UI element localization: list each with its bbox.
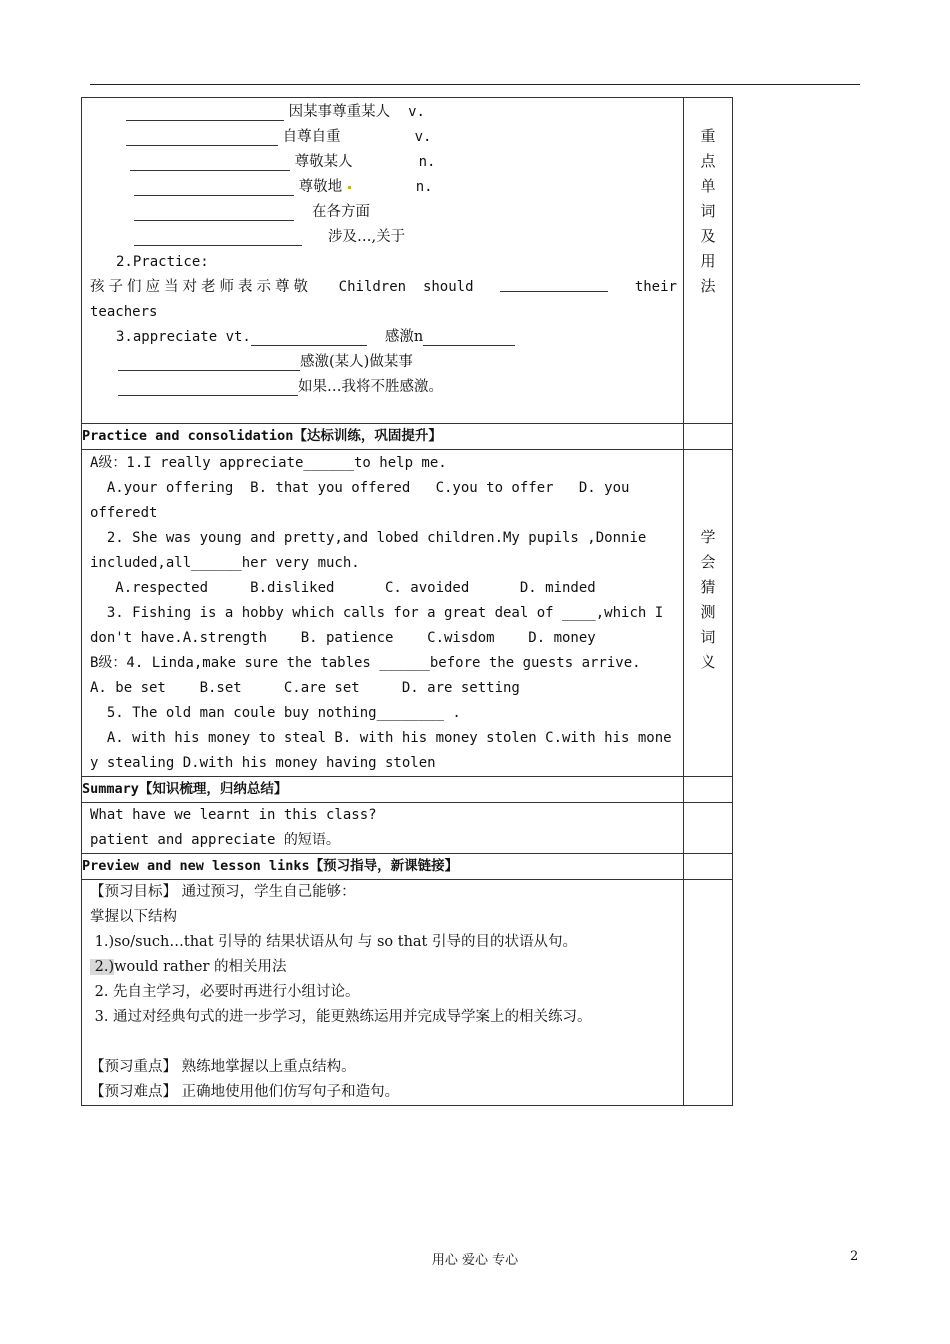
answer-blank[interactable]: [423, 329, 515, 346]
answer-blank[interactable]: [251, 329, 367, 346]
answer-blank[interactable]: [118, 379, 298, 396]
vocab-section: [82, 98, 733, 424]
vocab-pos: v.: [408, 104, 425, 120]
appreciate-label: 3.appreciate vt.: [116, 329, 251, 345]
appreciate-cn: 感激n: [384, 329, 424, 345]
preview-item: 2.)would rather 的相关用法: [90, 959, 287, 975]
question-line: 2. She was young and pretty,and lobed children.My pupils ,Donnie: [90, 530, 647, 546]
appreciate-cn: 如果…我将不胜感激。: [298, 379, 443, 395]
answer-blank[interactable]: [134, 179, 294, 196]
preview-section: [82, 880, 733, 1106]
option-line: don't have.A.strength B. patience C.wisdom D. money: [90, 630, 596, 646]
question-line: B级：4. Linda,make sure the tables ______before the guests arrive.: [90, 655, 641, 671]
vocab-row: [90, 200, 683, 225]
preview-header: Preview and new lesson links【预习指导，新课链接】: [82, 854, 684, 880]
preview-difficulty: 【预习难点】 正确地使用他们仿写句子和造句。: [90, 1084, 400, 1100]
mark-dot: [348, 186, 351, 189]
question-line: 3. Fishing is a hobby which calls for a great deal of ____,which I: [90, 605, 664, 621]
highlight: 2.): [90, 959, 115, 975]
answer-blank[interactable]: [118, 354, 300, 371]
vocab-cn: 涉及…,关于: [328, 229, 406, 245]
question-line: included,all______her very much.: [90, 555, 360, 571]
vocab-pos: n.: [418, 154, 436, 170]
option-line: A. with his money to steal B. with his money stolen C.with his mone: [90, 730, 672, 746]
appreciate-row: [90, 325, 683, 350]
summary-header: Summary【知识梳理，归纳总结】: [82, 777, 684, 803]
preview-goal: 【预习目标】 通过预习，学生自己能够：: [90, 884, 356, 900]
summary-section: [82, 803, 733, 854]
vocab-cn: 尊敬某人: [294, 154, 353, 170]
preview-focus: 【预习重点】 熟练地掌握以上重点结构。: [90, 1059, 356, 1075]
answer-blank[interactable]: [134, 229, 302, 246]
vocab-row: [90, 225, 683, 250]
answer-blank[interactable]: [500, 275, 608, 292]
answer-blank[interactable]: [126, 129, 278, 146]
vocab-pos: n.: [415, 179, 433, 195]
answer-blank[interactable]: [130, 154, 290, 171]
answer-blank[interactable]: [126, 104, 284, 121]
practice-header: Practice and consolidation【达标训练，巩固提升】: [82, 424, 684, 450]
vocab-cn: 在各方面: [312, 204, 370, 220]
preview-line: 掌握以下结构: [90, 909, 177, 925]
option-line: offeredt: [90, 505, 158, 521]
practice-label: 2.Practice:: [116, 254, 209, 270]
preview-item: 2. 先自主学习，必要时再进行小组讨论。: [90, 984, 360, 1000]
vocab-row: [90, 100, 683, 125]
vocab-row: [90, 125, 683, 150]
worksheet-table: [81, 97, 733, 1106]
summary-line: What have we learnt in this class?: [90, 807, 377, 823]
vocab-cn: 自尊自重: [282, 129, 341, 145]
option-line: A. be set B.set C.are set D. are setting: [90, 680, 520, 696]
practice-cn: 孩子们应当对老师表示尊敬: [90, 279, 312, 295]
appreciate-row: [90, 350, 683, 375]
answer-blank[interactable]: [134, 204, 294, 221]
question-line: 5. The old man coule buy nothing________ .: [90, 705, 461, 721]
preview-item: 3. 通过对经典句式的进一步学习，能更熟练运用并完成导学案上的相关练习。: [90, 1009, 592, 1025]
appreciate-cn: 感激(某人)做某事: [300, 354, 413, 370]
vocab-cn: 因某事尊重某人: [288, 104, 391, 120]
practice-sentence: [90, 275, 683, 300]
vocab-pos: v.: [414, 129, 432, 145]
side-label-vocab: 重 点 单 词 及 用 法: [684, 98, 733, 424]
summary-line: patient and appreciate 的短语。: [90, 832, 340, 848]
practice-en: teachers: [90, 304, 158, 320]
side-label-practice: 学 会 猜 测 词 义: [684, 450, 733, 777]
practice-en: Children should: [338, 279, 474, 295]
vocab-row: [90, 175, 683, 200]
header-rule: [90, 84, 860, 85]
vocab-row: [90, 150, 683, 175]
practice-section: [82, 450, 733, 777]
option-line: y stealing D.with his money having stolen: [90, 755, 436, 771]
page-footer: 用心 爱心 专心: [431, 1253, 519, 1268]
vocab-cn: 尊敬地: [298, 179, 343, 195]
option-line: A.your offering B. that you offered C.you to offer D. you: [90, 480, 630, 496]
preview-item: 1.)so/such…that 引导的 结果状语从句 与 so that 引导的目的状语从句。: [90, 934, 577, 950]
option-line: A.respected B.disliked C. avoided D. minded: [90, 580, 596, 596]
appreciate-row: [90, 375, 683, 400]
question-line: A级：1.I really appreciate______to help me.: [90, 455, 447, 471]
practice-en: their: [634, 279, 677, 295]
page-number: 2: [850, 1249, 859, 1264]
